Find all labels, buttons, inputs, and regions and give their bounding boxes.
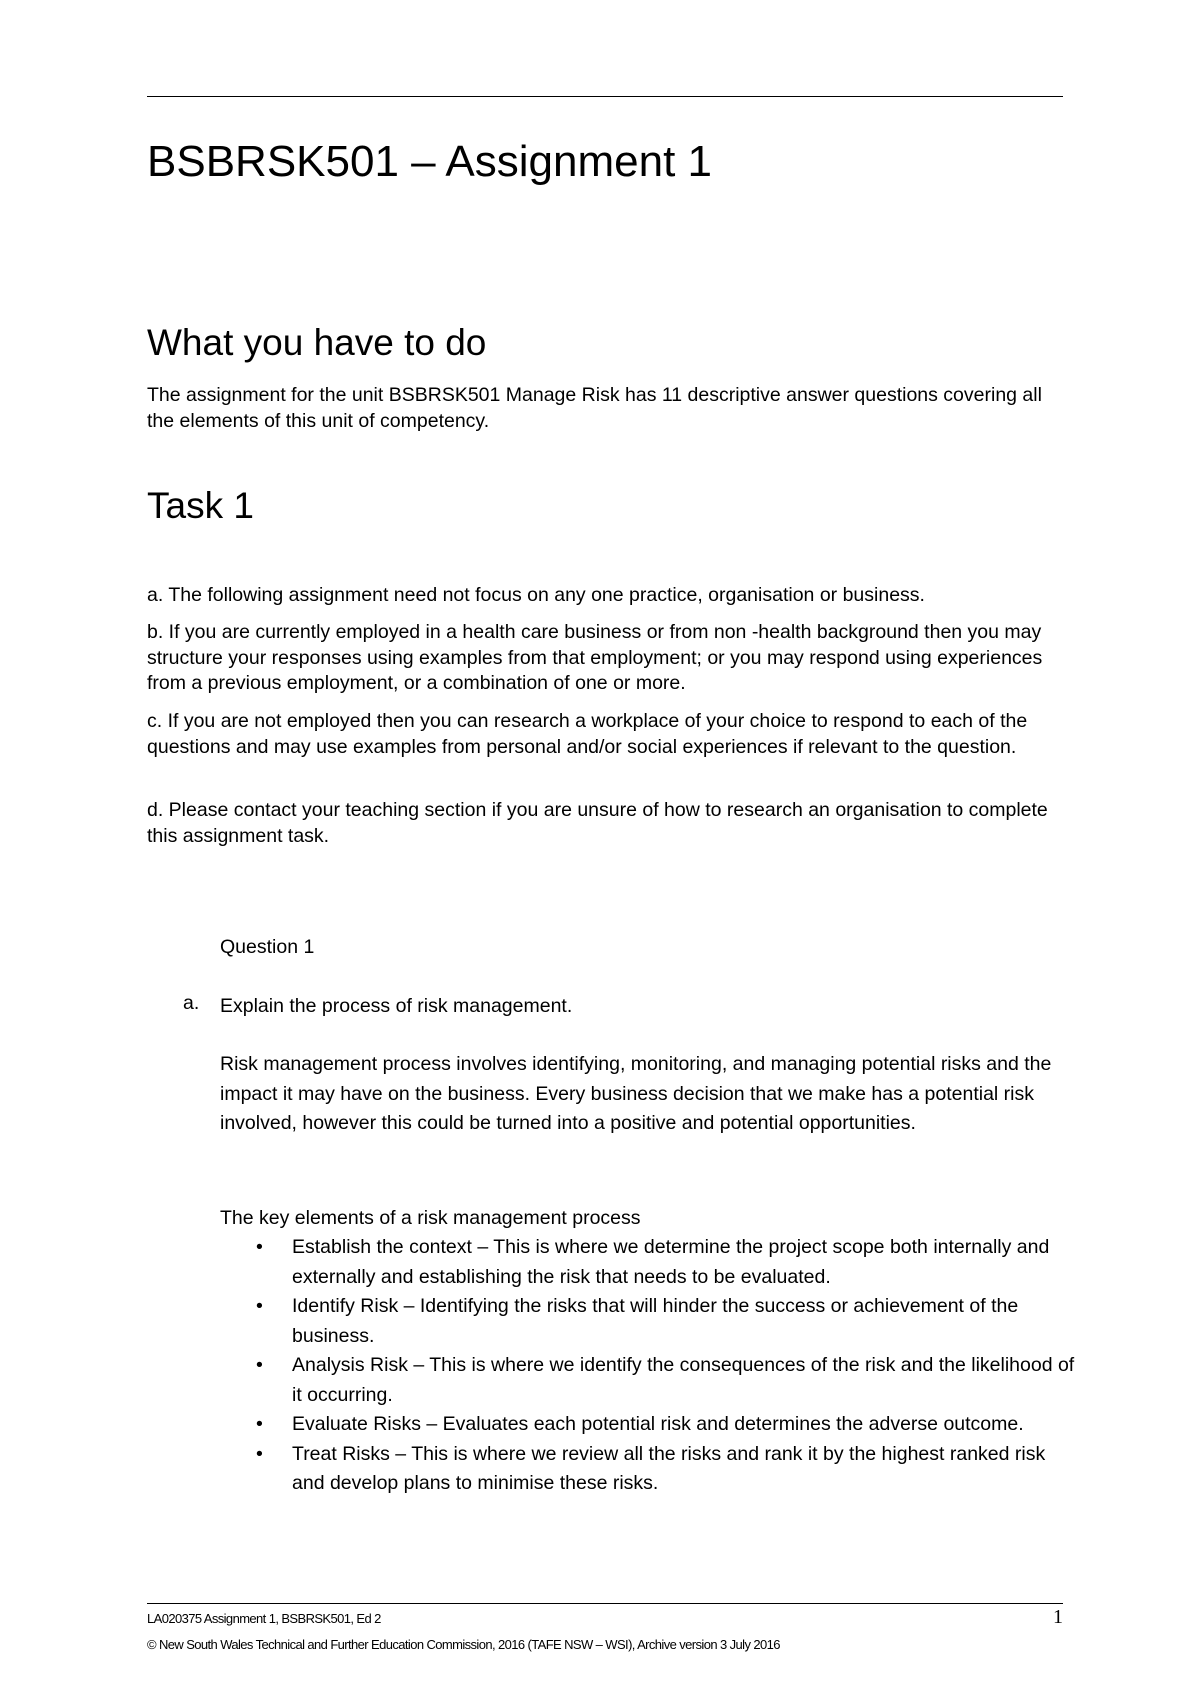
bullet-icon: • <box>256 1236 263 1258</box>
question-marker: a. <box>183 992 200 1014</box>
task-item-a: a. The following assignment need not focus on any one practice, organisation or business. <box>147 584 925 606</box>
elements-intro: The key elements of a risk management process <box>220 1207 641 1229</box>
risk-elements-list <box>256 1233 1076 1499</box>
footer-doc-ref: LA020375 Assignment 1, BSBRSK501, Ed 2 <box>147 1611 381 1626</box>
question-answer: Risk management process involves identifying, monitoring, and managing potential risks and the impact it may have on the business. Every business decision that we make has a potential risk involved, however this could be turned into a positive and potential opportunities. <box>220 1053 1052 1134</box>
section-heading-task-1: Task 1 <box>147 485 254 526</box>
header-rule <box>147 96 1063 97</box>
list-item: • Establish the context – This is where we determine the project scope both internally and externally and establishing the risk that needs to be evaluated. <box>256 1233 1076 1292</box>
page-number: 1 <box>1053 1606 1063 1628</box>
footer-rule <box>147 1603 1063 1604</box>
list-item: • Identify Risk – Identifying the risks that will hinder the success or achievement of the business. <box>256 1292 1076 1351</box>
list-item: • Evaluate Risks – Evaluates each potential risk and determines the adverse outcome. <box>256 1410 1076 1440</box>
bullet-icon: • <box>256 1295 263 1317</box>
list-item: • Treat Risks – This is where we review all the risks and rank it by the highest ranked risk and develop plans to minimise these risks. <box>256 1440 1076 1499</box>
question-label: Question 1 <box>220 936 315 958</box>
bullet-icon: • <box>256 1442 263 1465</box>
footer-copyright: © New South Wales Technical and Further Education Commission, 2016 (TAFE NSW – WSI), Archive version 3 July 2016 <box>147 1637 780 1652</box>
question-prompt: Explain the process of risk management. <box>220 995 573 1017</box>
section-heading-what-to-do: What you have to do <box>147 322 487 363</box>
task-item-c: c. If you are not employed then you can research a workplace of your choice to respond to each of the questions and may use examples from personal and/or social experiences if relevant to the question. <box>147 710 1028 758</box>
bullet-icon: • <box>256 1413 263 1435</box>
document-title: BSBRSK501 – Assignment 1 <box>147 137 712 186</box>
task-item-b: b. If you are currently employed in a health care business or from non -health background then you may structure your responses using examples from that employment; or you may respond using experiences from a previous employment, or a combination of one or more. <box>147 621 1043 694</box>
task-item-d: d. Please contact your teaching section if you are unsure of how to research an organisation to complete this assignment task. <box>147 799 1048 847</box>
list-item: • Analysis Risk – This is where we identify the consequences of the risk and the likelihood of it occurring. <box>256 1351 1076 1410</box>
what-to-do-body: The assignment for the unit BSBRSK501 Manage Risk has 11 descriptive answer questions covering all the elements of this unit of competency. <box>147 384 1042 432</box>
bullet-icon: • <box>256 1354 263 1376</box>
